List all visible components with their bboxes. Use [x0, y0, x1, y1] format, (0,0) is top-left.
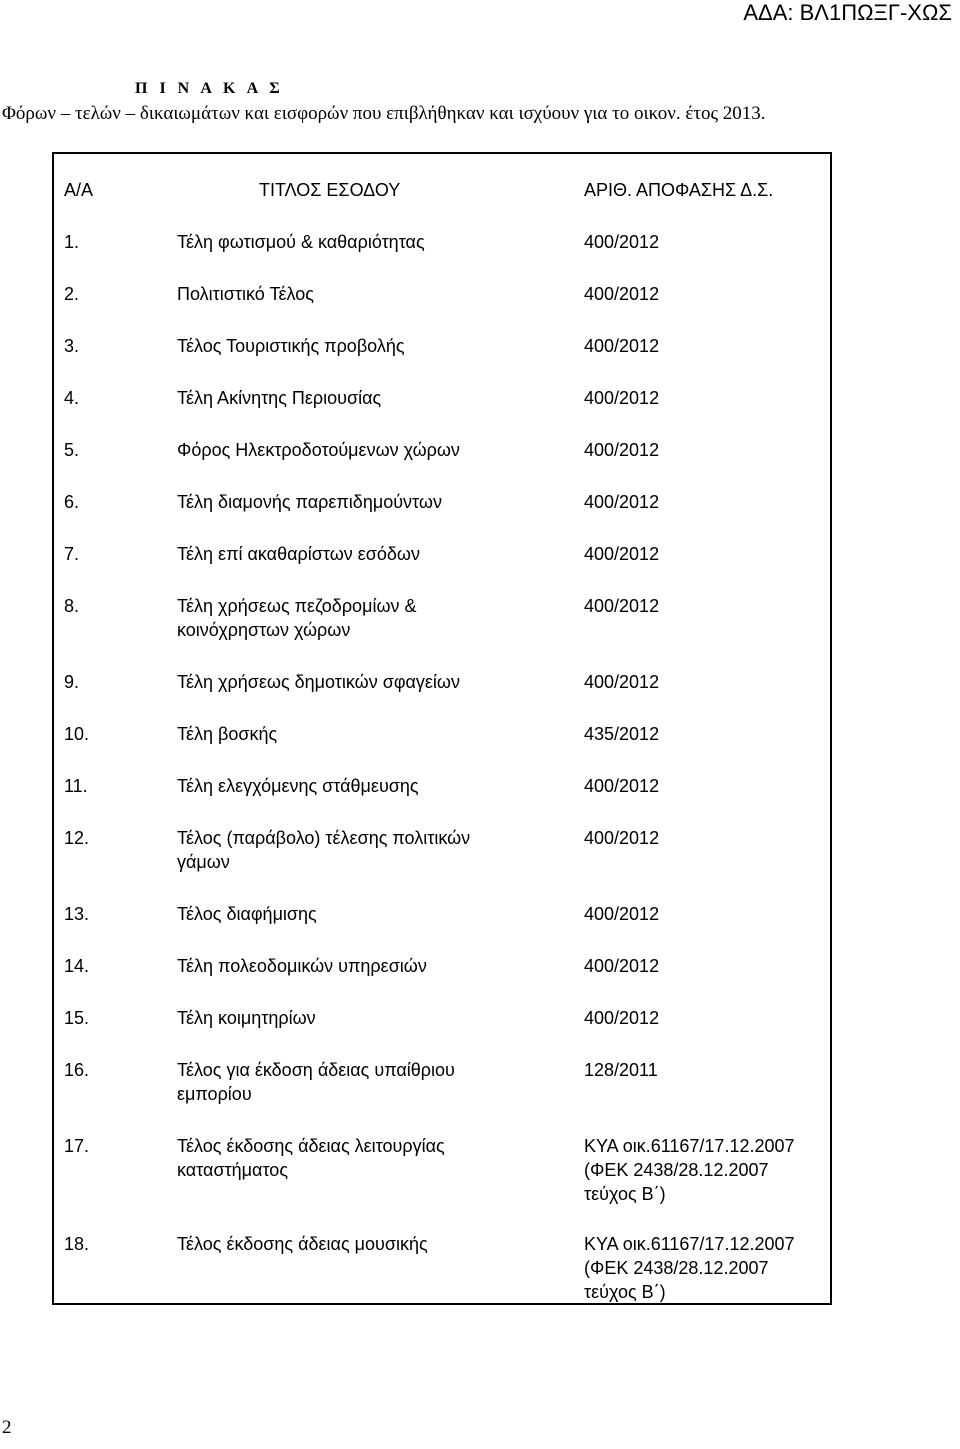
page-number: 2: [2, 1417, 12, 1438]
row-decision: 400/2012: [584, 388, 660, 408]
row-decision: 400/2012: [584, 1008, 660, 1028]
row-number: 6.: [64, 492, 80, 512]
row-title: Τέλος έκδοσης άδειας λειτουργίας καταστήματος: [177, 1136, 445, 1180]
row-decision: 128/2011: [584, 1060, 658, 1080]
row-number: 12.: [64, 828, 90, 848]
header-decision: ΑΡΙΘ. ΑΠΟΦΑΣΗΣ Δ.Σ.: [584, 180, 774, 200]
row-title: Τέλη χρήσεως πεζοδρομίων & κοινόχρηστων χώρων: [177, 596, 417, 640]
row-decision: 400/2012: [584, 492, 660, 512]
row-decision: 400/2012: [584, 596, 660, 616]
row-decision: 400/2012: [584, 336, 660, 356]
row-title: Τέλη χρήσεως δημοτικών σφαγείων: [177, 672, 460, 692]
row-number: 8.: [64, 596, 80, 616]
row-decision: ΚΥΑ οικ.61167/17.12.2007 (ΦΕΚ 2438/28.12.2007 τεύχος Β΄): [584, 1136, 795, 1204]
row-decision: 400/2012: [584, 828, 660, 848]
row-decision: 435/2012: [584, 724, 660, 744]
revenue-table: [52, 152, 832, 1305]
row-decision: 400/2012: [584, 904, 660, 924]
document-subtitle: Φόρων – τελών – δικαιωμάτων και εισφορών που επιβλήθηκαν και ισχύουν για το οικον. έτος 2013.: [2, 103, 766, 124]
row-number: 14.: [64, 956, 90, 976]
row-title: Τέλος (παράβολο) τέλεσης πολιτικών γάμων: [177, 828, 471, 872]
row-title: Φόρος Ηλεκτροδοτούμενων χώρων: [177, 440, 460, 460]
ada-code: ΑΔΑ: ΒΛ1ΠΩΞΓ-ΧΩΣ: [743, 0, 952, 25]
row-title: Τέλος για έκδοση άδειας υπαίθριου εμπορίου: [177, 1060, 455, 1104]
row-title: Τέλη ελεγχόμενης στάθμευσης: [177, 776, 419, 796]
row-decision: 400/2012: [584, 232, 660, 252]
row-title: Τέλη Ακίνητης Περιουσίας: [177, 388, 382, 408]
row-title: Τέλη επί ακαθαρίστων εσόδων: [177, 544, 420, 564]
row-number: 5.: [64, 440, 80, 460]
row-title: Τέλη διαμονής παρεπιδημούντων: [177, 492, 442, 512]
header-aa: Α/Α: [64, 180, 94, 200]
row-decision: 400/2012: [584, 672, 660, 692]
row-number: 11.: [64, 776, 88, 796]
row-title: Τέλη βοσκής: [177, 724, 278, 744]
row-title: Τέλος διαφήμισης: [177, 904, 317, 924]
row-title: Τέλη φωτισμού & καθαριότητας: [177, 232, 425, 252]
row-number: 4.: [64, 388, 80, 408]
row-decision: ΚΥΑ οικ.61167/17.12.2007 (ΦΕΚ 2438/28.12.2007 τεύχος Β΄): [584, 1234, 795, 1302]
row-number: 17.: [64, 1136, 90, 1156]
row-title: Τέλος Τουριστικής προβολής: [177, 336, 405, 356]
row-decision: 400/2012: [584, 776, 660, 796]
row-decision: 400/2012: [584, 440, 660, 460]
row-number: 7.: [64, 544, 80, 564]
row-number: 15.: [64, 1008, 90, 1028]
row-number: 13.: [64, 904, 90, 924]
row-number: 2.: [64, 284, 80, 304]
row-decision: 400/2012: [584, 544, 660, 564]
row-number: 1.: [64, 232, 80, 252]
row-number: 3.: [64, 336, 80, 356]
row-number: 16.: [64, 1060, 90, 1080]
row-title: Τέλη πολεοδομικών υπηρεσιών: [177, 956, 427, 976]
row-decision: 400/2012: [584, 956, 660, 976]
row-decision: 400/2012: [584, 284, 660, 304]
row-number: 10.: [64, 724, 90, 744]
row-title: Πολιτιστικό Τέλος: [177, 284, 314, 304]
document-title: Π Ι Ν Α Κ Α Σ: [135, 80, 284, 97]
row-number: 9.: [64, 672, 80, 692]
row-number: 18.: [64, 1234, 90, 1254]
row-title: Τέλη κοιμητηρίων: [177, 1008, 316, 1028]
row-title: Τέλος έκδοσης άδειας μουσικής: [177, 1234, 428, 1254]
header-title: ΤΙΤΛΟΣ ΕΣΟΔΟΥ: [259, 180, 401, 200]
